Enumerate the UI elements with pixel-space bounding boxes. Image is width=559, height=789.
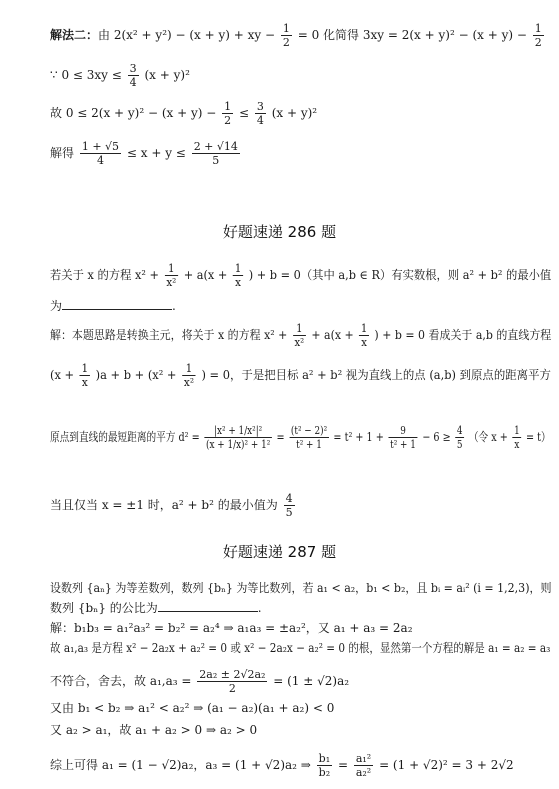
fraction: $\frac{1}{2}$ — [224, 100, 232, 127]
solution-method-label: 解法二： — [50, 28, 99, 42]
fraction: $\frac{4}{5}$ — [285, 492, 293, 519]
fraction: $\frac{\text{|x² + 1/x²|²}}{\text{(x + 1/x)² + 1²}}$ — [205, 424, 271, 451]
problem-286-solution-line-3 — [50, 424, 551, 451]
solution-line-3 — [50, 100, 317, 127]
problem-286-solution-line-1 — [50, 322, 551, 349]
text: . — [257, 601, 262, 615]
text: 若关于 x 的方程 x² + — [50, 268, 159, 282]
fraction: $\frac{\text{2a₂ ± 2√2a₂}}{2}$ — [199, 668, 266, 695]
text: 解：本题思路是转换主元，将关于 x 的方程 x² + — [50, 328, 288, 342]
problem-287-solution-line-3 — [50, 668, 349, 695]
text: 数列 {bₙ} 的公比为 — [50, 601, 158, 615]
text: − 6 ≥ — [422, 430, 451, 444]
problem-287-solution-line-6 — [50, 752, 514, 779]
fraction: $\frac{1}{\text{x²}}$ — [183, 362, 195, 389]
problem-287-solution-line-5: 又 a₂ > a₁，故 a₁ + a₂ > 0 ⇒ a₂ > 0 — [50, 723, 258, 737]
fraction: $\frac{1 + √5}{4}$ — [81, 140, 120, 167]
text: （令 x + — [468, 430, 508, 444]
answer-blank — [62, 298, 172, 310]
text: = 0 化简得 3xy = 2(x + y)² − (x + y) − — [297, 28, 527, 42]
text: 故 0 ≤ 2(x + y)² − (x + y) − — [50, 106, 217, 120]
text: ∵ 0 ≤ 3xy ≤ — [50, 68, 122, 82]
fraction: $\frac{1}{x}$ — [360, 322, 368, 349]
text: + a(x + — [183, 268, 228, 282]
fraction: $\frac{1}{2}$ — [282, 22, 290, 49]
solution-line-2 — [50, 62, 190, 89]
fraction: $\frac{1}{\text{x²}}$ — [166, 262, 177, 289]
fraction: $\frac{\text{a₁²}}{\text{a₂²}}$ — [355, 752, 372, 779]
text: ≤ — [238, 106, 250, 120]
problem-286-solution-line-4 — [50, 492, 297, 519]
text: 解得 — [50, 146, 75, 160]
fraction: $\frac{2 + √14}{5}$ — [193, 140, 238, 167]
problem-287-solution-line-2: 故 a₁,a₃ 是方程 x² − 2a₂x + a₂² = 0 或 x² − 2a₂x − a₂² = 0 的根，显然第一个方程的解是 a₁ = a₂ = a₃ — [50, 641, 551, 655]
text: = t） — [526, 430, 551, 444]
solution-line-4 — [50, 140, 242, 167]
text: 由 2(x² + y²) − (x + y) + xy − — [98, 28, 276, 42]
problem-286-title: 好题速递 286 题 — [222, 223, 337, 241]
fraction: $\frac{3}{4}$ — [129, 62, 137, 89]
text: ≤ x + y ≤ — [126, 146, 186, 160]
text: 为 — [50, 299, 63, 313]
fraction: $\frac{1}{2}$ — [534, 22, 542, 49]
fraction: $\frac{1}{x}$ — [81, 362, 89, 389]
text: = (1 + √2)² = 3 + 2√2 — [379, 758, 514, 772]
solution-line-1 — [50, 22, 546, 49]
text: 原点到直线的最短距离的平方 d² = — [50, 430, 200, 444]
text: = — [337, 758, 349, 772]
fraction: $\frac{\text{b₁}}{\text{b₂}}$ — [318, 752, 331, 779]
fraction: $\frac{\text{(t² − 2)²}}{\text{t² + 1}}$ — [290, 424, 328, 451]
problem-286-question-line-2 — [50, 298, 176, 314]
text: . — [172, 299, 176, 313]
text: ) = 0，于是把目标 a² + b² 视为直线上的点 (a,b) 到原点的距离平方 — [201, 368, 551, 382]
fraction: $\frac{3}{4}$ — [256, 100, 264, 127]
fraction: $\frac{1}{x}$ — [234, 262, 242, 289]
problem-287-question-line-2 — [50, 600, 262, 616]
text: = — [276, 430, 285, 444]
text: + a(x + — [311, 328, 354, 342]
text: = (1 ± √2)a₂ — [273, 674, 350, 688]
problem-286-solution-line-2 — [50, 362, 551, 389]
text: 不符合，舍去，故 a₁,a₃ = — [50, 674, 192, 688]
text: 当且仅当 x = ±1 时，a² + b² 的最小值为 — [50, 498, 278, 512]
text: = t² + 1 + — [333, 430, 384, 444]
problem-286-question-line-1 — [50, 262, 551, 289]
problem-287-solution-line-4: 又由 b₁ < b₂ ⇒ a₁² < a₂² ⇒ (a₁ − a₂)(a₁ + a₂) < 0 — [50, 701, 335, 715]
text: (x + y)² — [271, 106, 318, 120]
text: ) + b = 0 看成关于 a,b 的直线方程 — [374, 328, 552, 342]
text: (x + y)² — [144, 68, 190, 82]
fraction: $\frac{9}{\text{t² + 1}}$ — [390, 424, 416, 451]
text: ) + b = 0（其中 a,b ∈ R）有实数根，则 a² + b² 的最小值 — [248, 268, 552, 282]
problem-287-title: 好题速递 287 题 — [222, 543, 337, 561]
fraction: $\frac{1}{\text{x²}}$ — [294, 322, 305, 349]
text: (x + — [50, 368, 75, 382]
problem-287-question-line-1: 设数列 {aₙ} 为等差数列，数列 {bₙ} 为等比数列，若 a₁ < a₂，b₁ < b₂，且 bᵢ = aᵢ² (i = 1,2,3)，则 — [50, 581, 552, 595]
answer-blank — [158, 600, 258, 612]
text: 综上可得 a₁ = (1 − √2)a₂，a₃ = (1 + √2)a₂ ⇒ — [50, 758, 311, 772]
fraction: $\frac{4}{5}$ — [456, 424, 463, 451]
text: )a + b + (x² + — [95, 368, 177, 382]
fraction: $\frac{1}{x}$ — [514, 424, 520, 451]
problem-287-solution-line-1: 解：b₁b₃ = a₁²a₃² = b₂² = a₂⁴ ⇒ a₁a₃ = ±a₂²，又 a₁ + a₃ = 2a₂ — [50, 621, 413, 635]
